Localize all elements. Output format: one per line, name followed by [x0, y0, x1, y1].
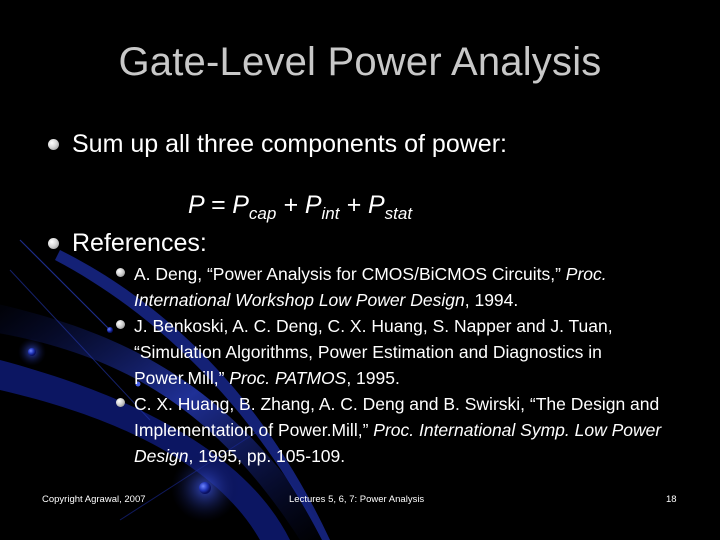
sub-bullet-icon	[116, 320, 125, 329]
formula-plus-int: + P	[276, 191, 322, 219]
formula-lhs: P = P	[188, 191, 249, 219]
footer-copyright: Copyright Agrawal, 2007	[42, 494, 146, 505]
reference-year: , 1995, pp. 105-109.	[188, 446, 346, 466]
footer-lecture-title: Lectures 5, 6, 7: Power Analysis	[289, 494, 425, 505]
reference-text: C. X. Huang, B. Zhang, A. C. Deng and B. Swirski, “The Design and Implementation of Power.Mill,”	[134, 394, 660, 440]
bullet-point-icon	[48, 238, 59, 249]
reference-year: , 1994.	[464, 290, 519, 310]
orb	[199, 482, 211, 494]
bullet-text-power-components: Sum up all three components of power:	[72, 130, 507, 158]
bullet-text-references: References:	[72, 229, 207, 257]
formula-sub-int: int	[321, 204, 340, 223]
sub-bullet-icon	[116, 268, 125, 277]
orb	[28, 348, 36, 356]
reference-text: J. Benkoski, A. C. Deng, C. X. Huang, S. Napper and J. Tuan, “Simulation Algorithms, Power Estimation and Diagnostics in Power.Mill,”	[134, 316, 613, 388]
reference-venue: Proc. International Workshop Low Power Design	[134, 264, 607, 310]
reference-venue: Proc. PATMOS	[229, 368, 347, 388]
reference-venue: Proc. International Symp. Low Power Design	[134, 420, 662, 466]
reference-text: A. Deng, “Power Analysis for CMOS/BiCMOS Circuits,”	[134, 264, 566, 284]
footer-slide-number: 18	[666, 494, 677, 505]
reference-item	[134, 261, 694, 313]
formula-plus-stat: + P	[339, 191, 385, 219]
sub-bullet-icon	[116, 398, 125, 407]
orb	[107, 327, 113, 333]
bullet-point-icon	[48, 139, 59, 150]
reference-item	[134, 313, 694, 391]
reference-item	[134, 391, 694, 469]
power-formula	[188, 190, 413, 223]
formula-sub-cap: cap	[248, 204, 277, 223]
slide-title: Gate-Level Power Analysis	[118, 40, 602, 84]
reference-year: , 1995.	[346, 368, 400, 388]
formula-sub-stat: stat	[384, 204, 413, 223]
